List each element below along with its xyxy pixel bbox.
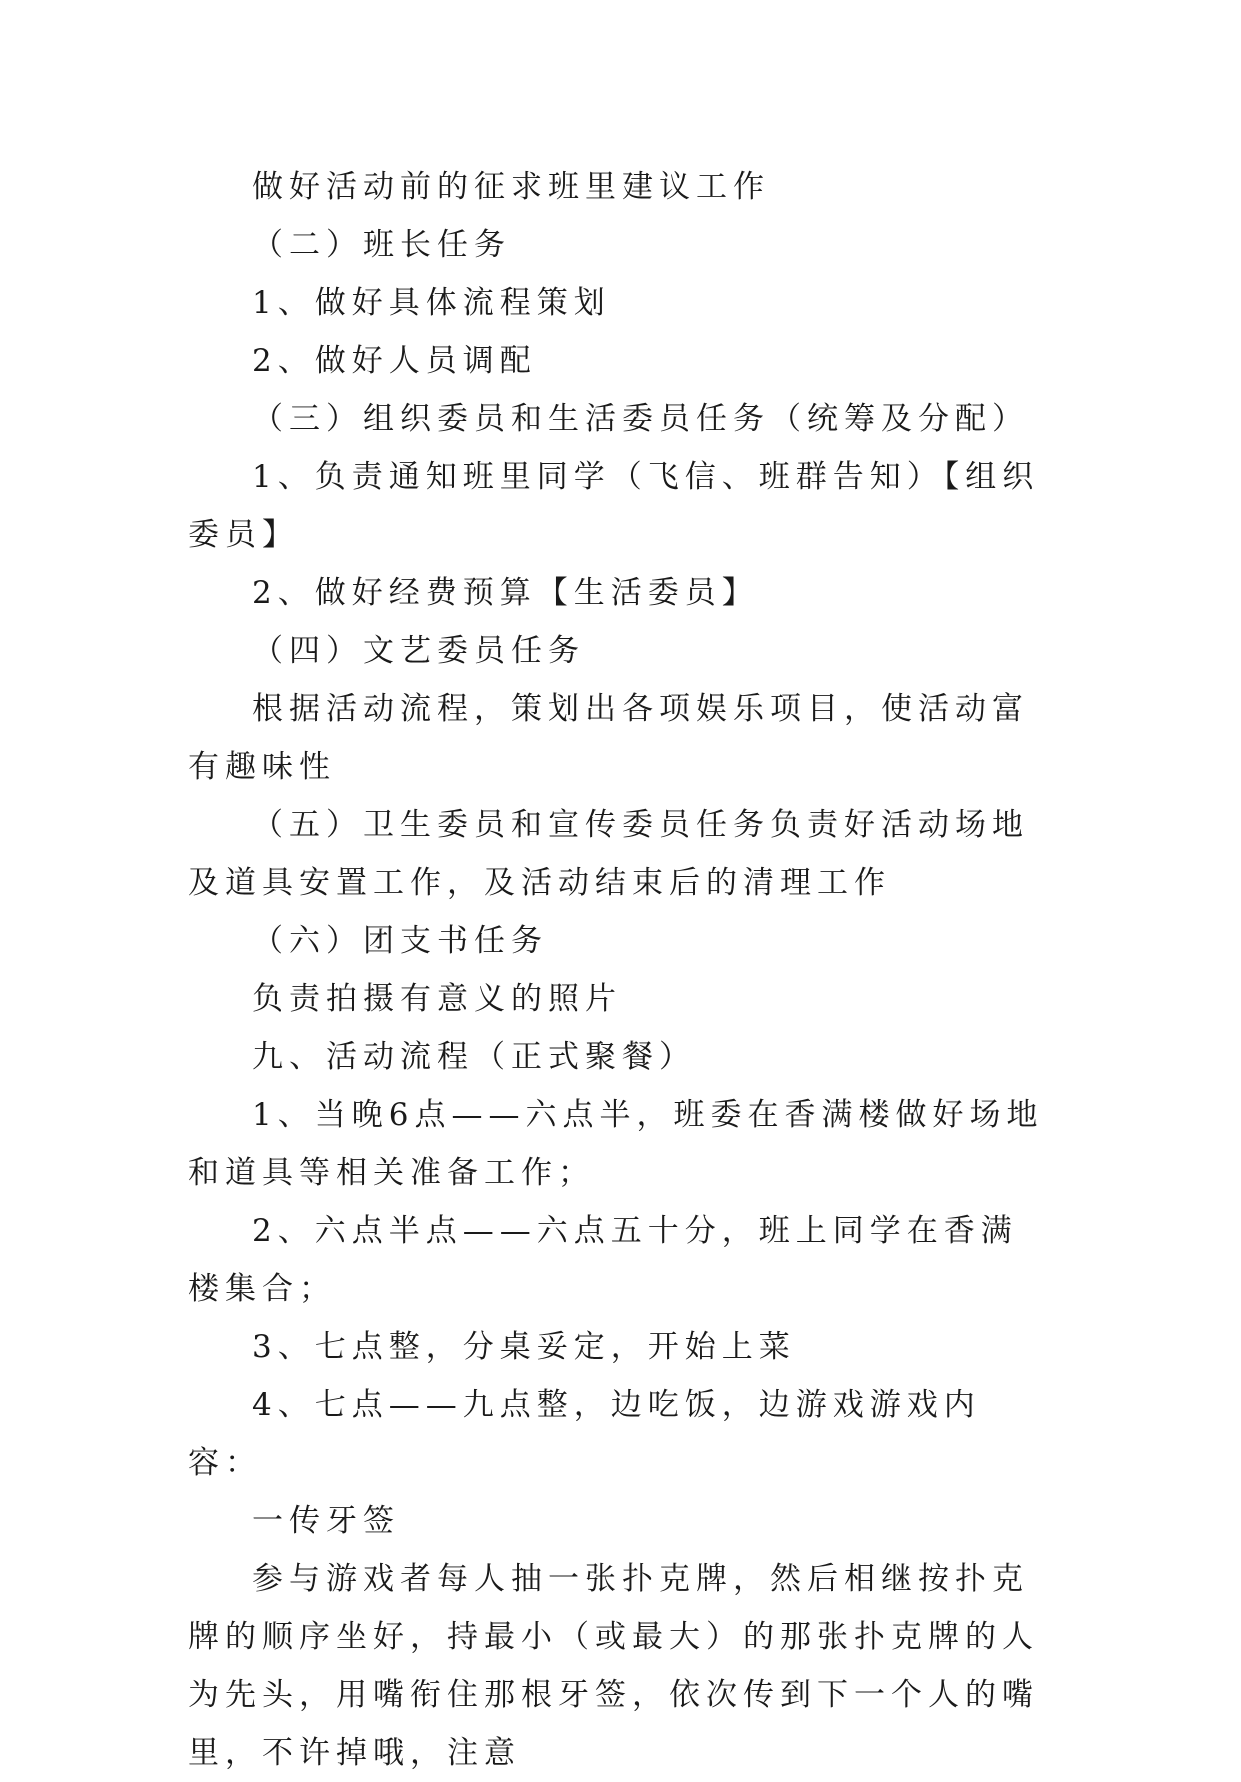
section-heading: （四）文艺委员任务	[252, 633, 585, 669]
paragraph: 一传牙签	[252, 1503, 400, 1539]
section-heading: （三）组织委员和生活委员任务（统筹及分配）	[252, 401, 1029, 437]
section-heading: 九、活动流程（正式聚餐）	[252, 1039, 696, 1075]
document-body	[188, 158, 1048, 1782]
paragraph: 参与游戏者每人抽一张扑克牌，然后相继按扑克牌的顺序坐好，持最小（或最大）的那张扑克牌的人为先头，用嘴衔住那根牙签，依次传到下一个人的嘴里，不许掉哦，注意	[188, 1561, 1039, 1771]
paragraph: 做好活动前的征求班里建议工作	[252, 169, 770, 205]
paragraph: （五）卫生委员和宣传委员任务负责好活动场地及道具安置工作，及活动结束后的清理工作	[188, 807, 1029, 901]
list-item: 2、做好人员调配	[252, 343, 537, 379]
list-item: 2、六点半点——六点五十分，班上同学在香满楼集合；	[188, 1213, 1018, 1307]
list-item: 4、七点——九点整，边吃饭，边游戏游戏内容：	[188, 1387, 981, 1481]
paragraph: 根据活动流程，策划出各项娱乐项目，使活动富有趣味性	[188, 691, 1029, 785]
list-item: 1、负责通知班里同学（飞信、班群告知）【组织委员】	[188, 459, 1040, 553]
list-item: 1、做好具体流程策划	[252, 285, 611, 321]
section-heading: （六）团支书任务	[252, 923, 548, 959]
list-item: 1、当晚6点——六点半，班委在香满楼做好场地和道具等相关准备工作；	[188, 1097, 1044, 1191]
paragraph: 负责拍摄有意义的照片	[252, 981, 622, 1017]
section-heading: （二）班长任务	[252, 227, 511, 263]
list-item: 2、做好经费预算【生活委员】	[252, 575, 759, 611]
list-item: 3、七点整，分桌妥定，开始上菜	[252, 1329, 796, 1365]
